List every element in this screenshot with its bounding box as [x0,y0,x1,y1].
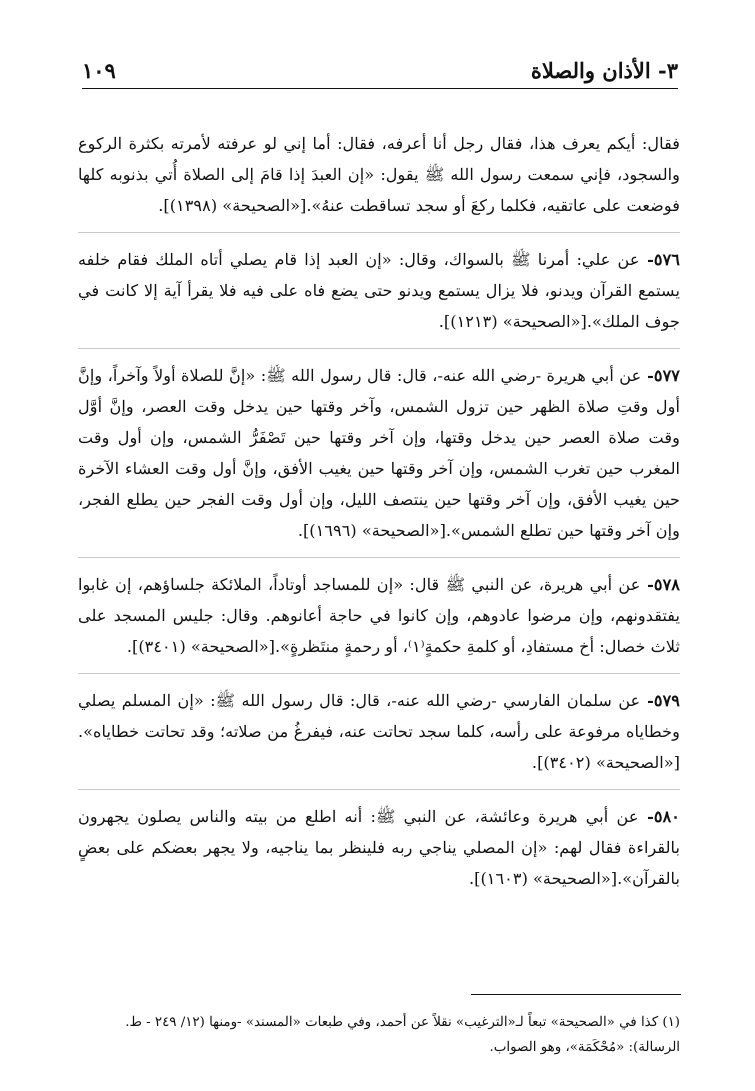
hadith-579 [78,673,680,778]
chapter-title: ٣- الأذان والصلاة [530,58,678,83]
page-number: ١٠٩ [82,58,116,83]
page-body [78,128,680,894]
hadith-577 [78,348,680,546]
hadith-576 [78,232,680,337]
hadith-number: ٥٧٦- [639,250,680,269]
hadith-578 [78,557,680,662]
hadith-number: ٥٧٨- [640,575,680,594]
paragraph-continuation [78,128,680,221]
hadith-number: ٥٧٩- [640,691,680,710]
paragraph-text: عن أبي هريرة -رضي الله عنه-، قال: قال رسول الله ﷺ: «إنَّ للصلاة أولاً وآخراً، وإنَّ أول وقتِ صلاة الظهر حين تزول الشمس، وآخر وقتها حين يدخل وقت العصر، وإنَّ أوَّل وقت صلاة العصر حين يدخل وقتها، وإن آخر وقتها حين تَصْفَرُّ الشمس، وإن أول وقت المغرب حين تغرب الشمس، وإن آخر وقتها حين يغيب الأفق، وإنَّ أول وقت العشاء الآخرة حين يغيب الأفق، وإن آخر وقتها حين ينتصف الليل، وإن أول وقت الفجر حين يطلع الفجر، وإن آخر وقتها حين تطلع الشمس».[«الصحيحة» (١٦٩٦)]. [78,366,680,540]
paragraph-text: عن سلمان الفارسي -رضي الله عنه-، قال: قال رسول الله ﷺ: «إن المسلم يصلي وخطاياه مرفوعة على رأسه، كلما سجد تحاتت عنه، فيفرغُ من صلاته؛ وقد تحاتت خطاياه».[«الصحيحة» (٣٤٠٢)]. [78,691,680,772]
footnote [78,1010,680,1060]
hadith-580 [78,789,680,894]
footnote-divider [471,994,681,995]
paragraph-text: عن علي: أمرنا ﷺ بالسواك، وقال: «إن العبد إذا قام يصلي أتاه الملك فقام خلفه يستمع القرآن ويدنو، فلا يزال يستمع ويدنو حتى يضع فاه على فيه فلا يقرأ آية إلا كانت في جوف الملك».[«الصحيحة» (١٢١٣)]. [78,250,680,331]
paragraph-text: عن أبي هريرة وعائشة، عن النبي ﷺ: أنه اطلع من بيته والناس يصلون يجهرون بالقراءة فقال لهم: «إن المصلي يناجي ربه فلينظر بما يناجيه، ولا يجهر بعضكم على بعضٍ بالقرآن».[«الصحيحة» (١٦٠٣)]. [78,807,680,888]
hadith-number: ٥٧٧- [641,366,680,385]
hadith-number: ٥٨٠- [638,807,680,826]
page-header [82,58,678,89]
paragraph-text: فقال: أيكم يعرف هذا، فقال رجل أنا أعرفه، فقال: أما إني لو عرفته لأمرته بكثرة الركوع والسجود، فإني سمعت رسول الله ﷺ يقول: «إن العبدَ إذا قامَ إلى الصلاة أُتي بذنوبه كلها فوضعت على عاتقيه، فكلما ركعَ أو سجد تساقطت عنهُ».[«الصحيحة» (١٣٩٨)]. [78,134,680,215]
paragraph-text: عن أبي هريرة، عن النبي ﷺ قال: «إن للمساجد أوتاداً، الملائكة جلساؤهم، إن غابوا يفتقدونهم، وإن مرضوا عادوهم، وإن كانوا في حاجة أعانوهم. وقال: جليس المسجد على ثلاث خصال: أخ مستفادِ، أو كلمةِ حكمةٍ⁽١⁾، أو رحمةٍ منتَظرةٍ».[«الصحيحة» (٣٤٠١)]. [78,575,680,656]
footnote-text: (١) كذا في «الصحيحة» تبعاً لـ«الترغيب» نقلاً عن أحمد، وفي طبعات «المسند» -ومنها (١٢/ ٢٤٩ - ط. الرسالة): «مُحْكَمَة»، وهو الصواب. [125,1015,680,1055]
